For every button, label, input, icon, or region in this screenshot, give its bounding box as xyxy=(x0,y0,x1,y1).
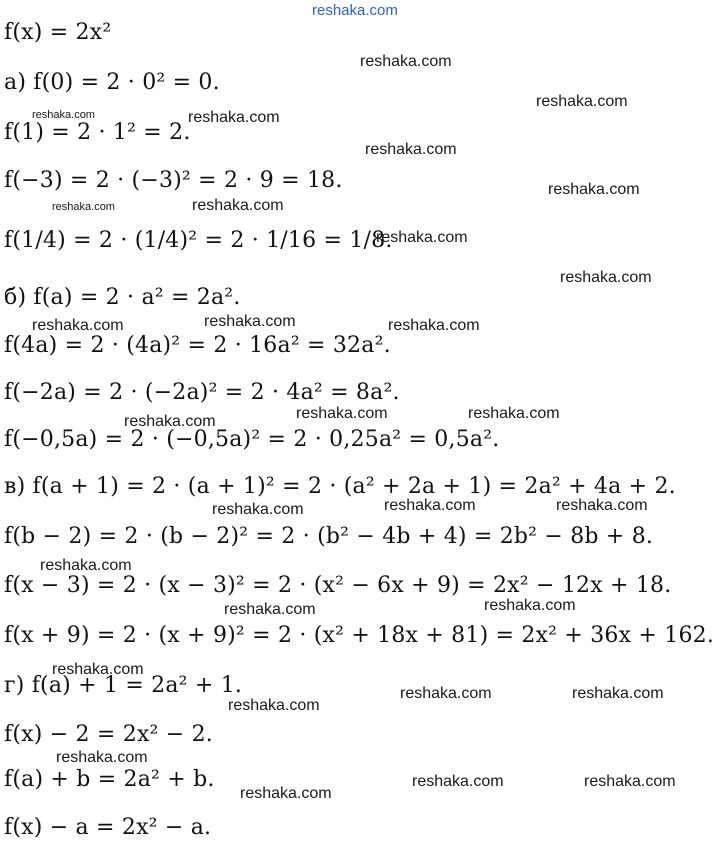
watermark-text: reshaka.com xyxy=(384,497,476,514)
watermark-text: reshaka.com xyxy=(360,53,452,70)
formula-line: в) f(a + 1) = 2 · (a + 1)² = 2 · (a² + 2a + 1) = 2a² + 4a + 2. xyxy=(4,474,676,499)
watermark-text: reshaka.com xyxy=(296,405,388,422)
watermark-text: reshaka.com xyxy=(188,109,280,126)
formula-line: f(−3) = 2 · (−3)² = 2 · 9 = 18. xyxy=(4,168,343,193)
watermark-text: reshaka.com xyxy=(228,697,320,714)
watermark-text: reshaka.com xyxy=(224,601,316,618)
watermark-text: reshaka.com xyxy=(212,501,304,518)
formula-line: f(a) + b = 2a² + b. xyxy=(4,767,215,792)
formula-line: f(x + 9) = 2 · (x + 9)² = 2 · (x² + 18x + 81) = 2x² + 36x + 162. xyxy=(4,623,715,648)
watermark-text: reshaka.com xyxy=(52,201,115,213)
watermark-text: reshaka.com xyxy=(192,197,284,214)
formula-line: б) f(a) = 2 · a² = 2a². xyxy=(4,285,241,310)
watermark-text: reshaka.com xyxy=(56,749,148,766)
formula-line: f(1) = 2 · 1² = 2. xyxy=(4,120,191,145)
formula-line: f(1/4) = 2 · (1/4)² = 2 · 1/16 = 1/8. xyxy=(4,228,393,253)
formula-line: f(x − 3) = 2 · (x − 3)² = 2 · (x² − 6x + 9) = 2x² − 12x + 18. xyxy=(4,573,672,598)
formula-line: f(−2a) = 2 · (−2a)² = 2 · 4a² = 8a². xyxy=(4,380,400,405)
formula-line: а) f(0) = 2 · 0² = 0. xyxy=(4,70,220,95)
formula-line: f(b − 2) = 2 · (b − 2)² = 2 · (b² − 4b + 4) = 2b² − 8b + 8. xyxy=(4,524,654,549)
watermark-text: reshaka.com xyxy=(32,109,95,121)
watermark-text: reshaka.com xyxy=(412,773,504,790)
watermark-text: reshaka.com xyxy=(32,317,124,334)
watermark-text: reshaka.com xyxy=(204,313,296,330)
formula-line: f(x) − a = 2x² − a. xyxy=(4,815,212,840)
watermark-text: reshaka.com xyxy=(536,93,628,110)
watermark-text: reshaka.com xyxy=(124,413,216,430)
watermark-text: reshaka.com xyxy=(556,497,648,514)
watermark-text: reshaka.com xyxy=(484,597,576,614)
watermark-text: reshaka.com xyxy=(52,661,144,678)
watermark-text: reshaka.com xyxy=(572,685,664,702)
watermark-text: reshaka.com xyxy=(548,181,640,198)
watermark-text: reshaka.com xyxy=(40,557,132,574)
formula-line: f(4a) = 2 · (4a)² = 2 · 16a² = 32a². xyxy=(4,333,391,358)
watermark-text: reshaka.com xyxy=(376,229,468,246)
watermark-text: reshaka.com xyxy=(365,141,457,158)
watermark-text: reshaka.com xyxy=(240,785,332,802)
formula-line: f(x) − 2 = 2x² − 2. xyxy=(4,722,213,747)
watermark-text: reshaka.com xyxy=(400,685,492,702)
watermark-text: reshaka.com xyxy=(560,269,652,286)
watermark-text: reshaka.com xyxy=(468,405,560,422)
watermark-text: reshaka.com xyxy=(584,773,676,790)
formula-line: г) f(a) + 1 = 2a² + 1. xyxy=(4,673,243,698)
formula-line: f(−0,5a) = 2 · (−0,5a)² = 2 · 0,25a² = 0,5a². xyxy=(4,427,500,452)
watermark-text: reshaka.com xyxy=(312,2,398,19)
formula-line: f(x) = 2x² xyxy=(4,20,112,45)
watermark-text: reshaka.com xyxy=(388,317,480,334)
